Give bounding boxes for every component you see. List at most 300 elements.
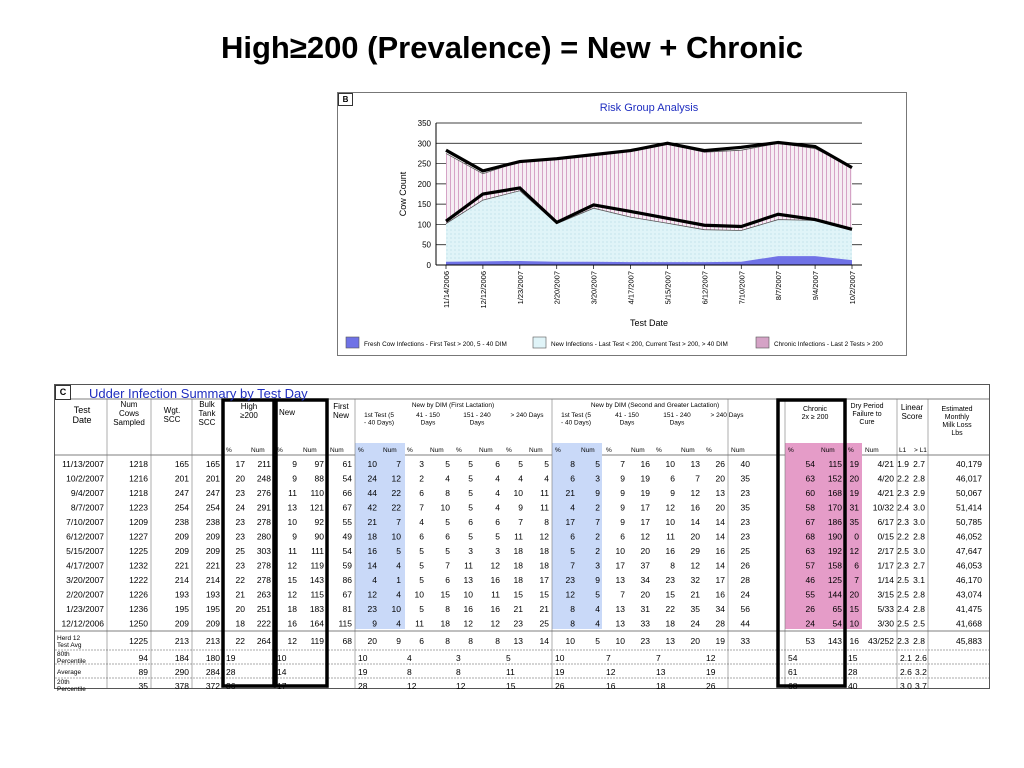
table-cell: 16: [715, 589, 725, 600]
table-cell: 66: [342, 488, 352, 498]
chart-panel-tag: B: [338, 93, 353, 106]
percentile-cell: 12: [706, 653, 716, 663]
table-cell: 2.5: [897, 546, 909, 556]
table-cell: 90: [314, 531, 324, 542]
table-cell: 152: [827, 473, 842, 484]
udder-infection-table: [55, 385, 989, 693]
x-tick-label: 3/20/2007: [589, 271, 599, 305]
table-cell: 33: [640, 618, 650, 629]
percentile-cell: 19: [555, 667, 565, 677]
table-cell: 9: [595, 575, 600, 585]
table-cell: 2.3: [897, 560, 909, 571]
table-cell: 1223: [129, 502, 148, 513]
table-cell: 8: [570, 618, 575, 629]
table-cell: 4: [445, 473, 450, 484]
table-cell: 190: [827, 531, 842, 542]
table-cell: 55: [805, 589, 815, 600]
table-cell: 7: [854, 575, 859, 585]
percentile-cell: 28: [848, 667, 858, 677]
table-cell: 40,179: [956, 459, 982, 469]
table-cell: 6: [854, 560, 859, 571]
table-cell: 21: [539, 604, 549, 614]
table-cell: 158: [827, 560, 842, 571]
table-cell: 18: [539, 546, 549, 556]
table-cell: 12: [463, 618, 473, 629]
table-cell: 5: [396, 546, 401, 556]
legend-swatch: [756, 337, 769, 348]
herd-avg-cell: 43/252: [868, 636, 894, 646]
percentile-cell: 19: [706, 667, 716, 677]
table-cell: 22: [235, 575, 245, 585]
table-cell: 209: [205, 546, 220, 556]
table-cell: 6: [495, 517, 500, 527]
table-cell: 14: [715, 517, 725, 527]
herd-avg-cell: 20: [690, 636, 700, 646]
table-cell: 24: [690, 618, 700, 629]
subheader-num: Num: [303, 447, 317, 454]
table-cell: 209: [205, 618, 220, 629]
table-cell: 2: [595, 531, 600, 542]
table-cell: 16: [690, 502, 700, 513]
table-cell: 15: [287, 575, 297, 585]
table-cell: 2.5: [913, 618, 925, 629]
percentile-cell: 8: [407, 667, 412, 677]
table-cell: 12: [665, 502, 675, 513]
table-cell: 14: [715, 531, 725, 542]
subheader-num: Num: [430, 447, 444, 454]
table-cell: 8: [570, 604, 575, 614]
table-cell: 11/13/2007: [62, 459, 104, 469]
table-cell: 2.9: [913, 488, 925, 498]
table-cell: 3: [595, 473, 600, 484]
table-cell: 1225: [129, 546, 148, 556]
table-cell: 12: [287, 589, 297, 600]
table-cell: 18: [513, 560, 523, 571]
table-cell: 8: [670, 560, 675, 571]
table-cell: 9: [292, 459, 297, 469]
table-cell: 17: [565, 517, 575, 527]
percentile-cell: 184: [174, 653, 189, 663]
table-cell: 23: [740, 517, 750, 527]
x-tick-label: 6/12/2007: [700, 271, 710, 305]
percentile-cell: 7: [656, 653, 661, 663]
subheader-num: Num: [681, 447, 695, 454]
percentile-cell: 12: [606, 667, 616, 677]
herd-avg-cell: 213: [174, 636, 189, 646]
header-chronic: Chronic 2x ≥ 200: [801, 406, 829, 421]
percentile-label: Average: [57, 669, 82, 676]
percentile-cell: 2.6: [900, 667, 912, 677]
table-cell: 25: [740, 546, 750, 556]
table-cell: 8: [445, 604, 450, 614]
table-cell: 17: [235, 459, 245, 469]
table-cell: 10: [849, 618, 859, 629]
header-bulk-tank: Bulk Tank SCC: [198, 400, 216, 427]
table-cell: 20: [715, 502, 725, 513]
subheader-num: Num: [529, 447, 543, 454]
header-second-lact-sub: > 240 Days: [710, 412, 744, 419]
table-cell: 57: [805, 560, 815, 571]
table-cell: 7: [419, 502, 424, 513]
table-cell: 183: [309, 604, 324, 614]
percentile-cell: 16: [606, 681, 616, 691]
table-cell: 1222: [129, 575, 148, 585]
table-cell: 4: [396, 618, 401, 629]
table-cell: 209: [174, 618, 189, 629]
table-cell: 1218: [129, 459, 148, 469]
table-cell: 24: [235, 502, 245, 513]
table-cell: 17: [715, 575, 725, 585]
subheader-num: Num: [731, 447, 745, 454]
y-tick-label: 350: [417, 119, 431, 128]
table-cell: 3.1: [913, 575, 925, 585]
table-cell: 16: [463, 604, 473, 614]
table-cell: 21: [235, 589, 245, 600]
x-axis-label: Test Date: [629, 318, 669, 328]
table-cell: 1218: [129, 488, 148, 498]
header-dry-period: Dry Period Failure to Cure: [850, 403, 884, 426]
table-cell: 16: [490, 604, 500, 614]
table-cell: 121: [309, 502, 324, 513]
percentile-cell: 28: [226, 667, 236, 677]
table-cell: 10/32: [872, 502, 894, 513]
table-cell: 11: [288, 488, 297, 498]
table-cell: 15: [440, 589, 450, 600]
table-cell: 67: [805, 517, 815, 527]
table-cell: 24: [740, 589, 750, 600]
table-cell: 16: [287, 618, 297, 629]
table-cell: 2: [595, 546, 600, 556]
percentile-cell: 5: [506, 653, 511, 663]
table-cell: 2.8: [913, 473, 925, 484]
table-cell: 22: [391, 502, 401, 513]
y-tick-label: 200: [417, 179, 431, 189]
table-cell: 1226: [129, 589, 148, 600]
percentile-cell: 36: [226, 681, 236, 691]
herd-avg-cell: 45,883: [956, 636, 982, 646]
subheader-pct: %: [506, 447, 512, 454]
table-cell: 115: [828, 459, 842, 469]
table-cell: 15: [849, 604, 859, 614]
table-cell: 4: [595, 604, 600, 614]
table-cell: 2.2: [897, 531, 909, 542]
herd-avg-cell: 119: [310, 636, 324, 646]
table-cell: 88: [314, 473, 324, 484]
table-cell: 3.0: [913, 502, 925, 513]
table-cell: 16: [665, 546, 675, 556]
table-cell: 23: [235, 560, 245, 571]
table-cell: 9: [595, 488, 600, 498]
table-cell: 6/17: [877, 517, 894, 527]
table-cell: 6/12/2007: [66, 531, 104, 542]
table-cell: 5: [419, 560, 424, 571]
table-cell: 5: [419, 575, 424, 585]
table-cell: 34: [715, 604, 725, 614]
table-cell: 50,785: [956, 517, 982, 527]
table-cell: 17: [640, 517, 650, 527]
table-cell: 165: [174, 459, 189, 469]
table-cell: 10/2/2007: [66, 473, 104, 484]
table-cell: 9: [292, 531, 297, 542]
table-cell: 25: [539, 618, 549, 629]
table-cell: 12: [490, 618, 500, 629]
table-cell: 3: [595, 560, 600, 571]
header-second-lact-sub: 1st Test (5 - 40 Days): [561, 412, 591, 427]
table-cell: 164: [309, 618, 324, 629]
table-cell: 44: [740, 618, 750, 629]
table-cell: 20: [715, 473, 725, 484]
table-cell: 125: [827, 575, 842, 585]
table-cell: 18: [440, 618, 450, 629]
table-cell: 276: [256, 488, 271, 498]
table-cell: 3: [419, 459, 424, 469]
percentile-cell: 12: [456, 681, 466, 691]
table-cell: 168: [827, 488, 842, 498]
header-high: High ≥200: [240, 402, 258, 420]
table-cell: 4/21: [877, 488, 894, 498]
table-cell: 4: [396, 589, 401, 600]
legend-swatch: [346, 337, 359, 348]
percentile-cell: 14: [277, 667, 287, 677]
table-cell: 9: [620, 488, 625, 498]
table-cell: 2.5: [897, 589, 909, 600]
x-tick-label: 12/12/2006: [478, 271, 488, 309]
table-cell: 5: [468, 473, 473, 484]
percentile-cell: 15: [506, 681, 516, 691]
percentile-cell: 378: [174, 681, 189, 691]
header-first-lactation: New by DIM (First Lactation): [411, 402, 495, 409]
table-cell: 2: [419, 473, 424, 484]
table-cell: 20: [849, 589, 859, 600]
table-cell: 201: [174, 473, 189, 484]
table-cell: 11: [491, 589, 500, 600]
table-cell: 19: [640, 488, 650, 498]
table-cell: 23: [665, 575, 675, 585]
percentile-cell: 68: [788, 681, 798, 691]
table-cell: 23: [235, 488, 245, 498]
slide-title: High≥200 (Prevalence) = New + Chronic: [220, 30, 804, 65]
header-first-lact-sub: 151 - 240 Days: [463, 412, 491, 427]
table-cell: 14: [367, 560, 377, 571]
table-cell: 15: [513, 589, 523, 600]
x-tick-label: 10/2/2007: [848, 271, 857, 305]
table-cell: 20: [235, 604, 245, 614]
table-cell: 23: [235, 531, 245, 542]
table-cell: 51,414: [956, 502, 982, 513]
herd-avg-cell: 143: [827, 636, 842, 646]
table-cell: 4: [495, 473, 500, 484]
legend-label: New Infections - Last Test < 200, Current Test > 200, > 40 DIM: [551, 341, 728, 348]
x-tick-label: 1/23/2007: [515, 271, 525, 305]
table-cell: 19: [849, 488, 859, 498]
table-cell: 10: [287, 517, 297, 527]
table-cell: 17: [615, 560, 625, 571]
table-cell: 25: [235, 546, 245, 556]
table-cell: 63: [805, 546, 815, 556]
table-cell: 13: [615, 575, 625, 585]
table-cell: 7: [518, 517, 523, 527]
header-second-lact-sub: 41 - 150 Days: [615, 412, 639, 427]
table-cell: 1250: [129, 618, 148, 629]
herd-avg-cell: 23: [640, 636, 650, 646]
table-cell: 9: [518, 502, 523, 513]
table-cell: 10: [665, 517, 675, 527]
x-tick-label: 9/4/2007: [811, 271, 821, 301]
herd-avg-cell: 9: [396, 636, 401, 646]
table-cell: 6: [419, 531, 424, 542]
subheader-num: Num: [479, 447, 493, 454]
table-cell: 16: [640, 459, 650, 469]
table-cell: 247: [174, 488, 189, 498]
udder-infection-table-panel: [54, 384, 990, 693]
table-cell: 29: [690, 546, 700, 556]
table-cell: 4: [396, 560, 401, 571]
table-cell: 1/23/2007: [66, 604, 104, 614]
table-cell: 5: [544, 459, 549, 469]
table-cell: 12/12/2006: [61, 618, 104, 629]
percentile-cell: 19: [226, 653, 236, 663]
table-cell: 4/20: [877, 473, 894, 484]
table-cell: 10: [665, 459, 675, 469]
table-cell: 5/15/2007: [66, 546, 104, 556]
table-cell: 10: [391, 604, 401, 614]
table-cell: 186: [827, 517, 842, 527]
herd-avg-cell: 2.3: [897, 636, 909, 646]
header-second-lact-sub: 151 - 240 Days: [663, 412, 691, 427]
table-cell: 20: [235, 473, 245, 484]
percentile-cell: 7: [606, 653, 611, 663]
table-cell: 32: [690, 575, 700, 585]
y-tick-label: 100: [417, 220, 431, 230]
herd-avg-label: Herd 12 Test Avg: [57, 635, 82, 649]
percentile-cell: 4: [407, 653, 412, 663]
subheader-pct: %: [706, 447, 712, 454]
table-cell: 26: [805, 604, 815, 614]
legend-label: Chronic Infections - Last 2 Tests > 200: [774, 341, 883, 348]
herd-avg-cell: 13: [665, 636, 675, 646]
table-cell: 13: [463, 575, 473, 585]
header-first-new: First New: [332, 402, 350, 420]
table-cell: 18: [287, 604, 297, 614]
table-cell: 221: [174, 560, 189, 571]
table-cell: 4: [495, 488, 500, 498]
table-cell: 2.5: [897, 618, 909, 629]
herd-avg-cell: 13: [513, 636, 523, 646]
table-cell: 214: [174, 575, 189, 585]
herd-avg-cell: 12: [287, 636, 297, 646]
table-cell: 1.9: [897, 459, 909, 469]
table-cell: 6: [570, 473, 575, 484]
table-cell: 5: [468, 488, 473, 498]
table-cell: 23: [367, 604, 377, 614]
table-title: Udder Infection Summary by Test Day: [89, 386, 308, 401]
table-cell: 251: [256, 604, 271, 614]
table-cell: 59: [342, 560, 352, 571]
table-cell: 44: [367, 488, 377, 498]
subheader-num: Num: [581, 447, 595, 454]
table-cell: 193: [174, 589, 189, 600]
table-cell: 15: [665, 589, 675, 600]
table-cell: 13: [615, 604, 625, 614]
table-cell: 58: [805, 502, 815, 513]
table-cell: 4: [518, 473, 523, 484]
legend-label: Fresh Cow Infections - First Test > 200, 5 - 40 DIM: [364, 341, 507, 348]
table-cell: 5: [445, 517, 450, 527]
subheader-pct: %: [407, 447, 413, 454]
percentile-cell: 94: [138, 653, 148, 663]
table-cell: 81: [342, 604, 352, 614]
table-cell: 8: [445, 488, 450, 498]
table-cell: 119: [310, 560, 324, 571]
table-cell: 10: [367, 459, 377, 469]
percentile-cell: 15: [848, 653, 858, 663]
table-cell: 16: [490, 575, 500, 585]
table-cell: 3: [468, 546, 473, 556]
x-tick-label: 7/10/2007: [737, 271, 747, 305]
table-cell: 5: [419, 604, 424, 614]
percentile-cell: 26: [706, 681, 716, 691]
table-cell: 40: [740, 459, 750, 469]
subheader-num: Num: [631, 447, 645, 454]
table-cell: 5: [595, 459, 600, 469]
table-cell: 46,053: [956, 560, 982, 571]
herd-avg-cell: 5: [595, 636, 600, 646]
table-cell: 6: [495, 459, 500, 469]
table-cell: 41,475: [956, 604, 982, 614]
table-cell: 11: [540, 502, 549, 513]
table-cell: 5: [445, 459, 450, 469]
header-milk-loss: Estimated Monthly Milk Loss Lbs: [941, 406, 973, 437]
percentile-cell: 54: [788, 653, 798, 663]
table-cell: 17: [539, 575, 549, 585]
table-cell: 1: [396, 575, 401, 585]
chart-title: Risk Group Analysis: [599, 102, 699, 114]
table-cell: 7/10/2007: [66, 517, 104, 527]
table-cell: 54: [805, 459, 815, 469]
table-cell: 86: [342, 575, 352, 585]
table-cell: 6: [445, 575, 450, 585]
subheader-pct: %: [456, 447, 462, 454]
subheader-gl1: > L1: [914, 447, 927, 454]
table-cell: 67: [342, 589, 352, 600]
percentile-cell: 28: [358, 681, 368, 691]
table-cell: 37: [640, 560, 650, 571]
table-cell: 54: [832, 618, 842, 629]
table-cell: 14: [715, 560, 725, 571]
table-cell: 6: [445, 531, 450, 542]
table-cell: 23: [565, 575, 575, 585]
table-cell: 22: [665, 604, 675, 614]
x-tick-label: 5/15/2007: [663, 271, 673, 305]
table-cell: 165: [205, 459, 220, 469]
table-cell: 18: [665, 618, 675, 629]
table-cell: 4: [419, 517, 424, 527]
table-cell: 209: [174, 531, 189, 542]
table-cell: 193: [205, 589, 220, 600]
table-cell: 2.7: [913, 560, 925, 571]
table-cell: 23: [513, 618, 523, 629]
table-cell: 11: [514, 531, 523, 542]
table-cell: 13: [690, 459, 700, 469]
table-cell: 192: [827, 546, 842, 556]
x-tick-label: 2/20/2007: [552, 271, 562, 305]
percentile-cell: 10: [358, 653, 368, 663]
herd-avg-cell: 19: [715, 636, 725, 646]
table-cell: 10: [463, 589, 473, 600]
table-cell: 8: [544, 517, 549, 527]
header-linear-score: Linear Score: [900, 403, 924, 421]
table-cell: 2.4: [897, 604, 909, 614]
